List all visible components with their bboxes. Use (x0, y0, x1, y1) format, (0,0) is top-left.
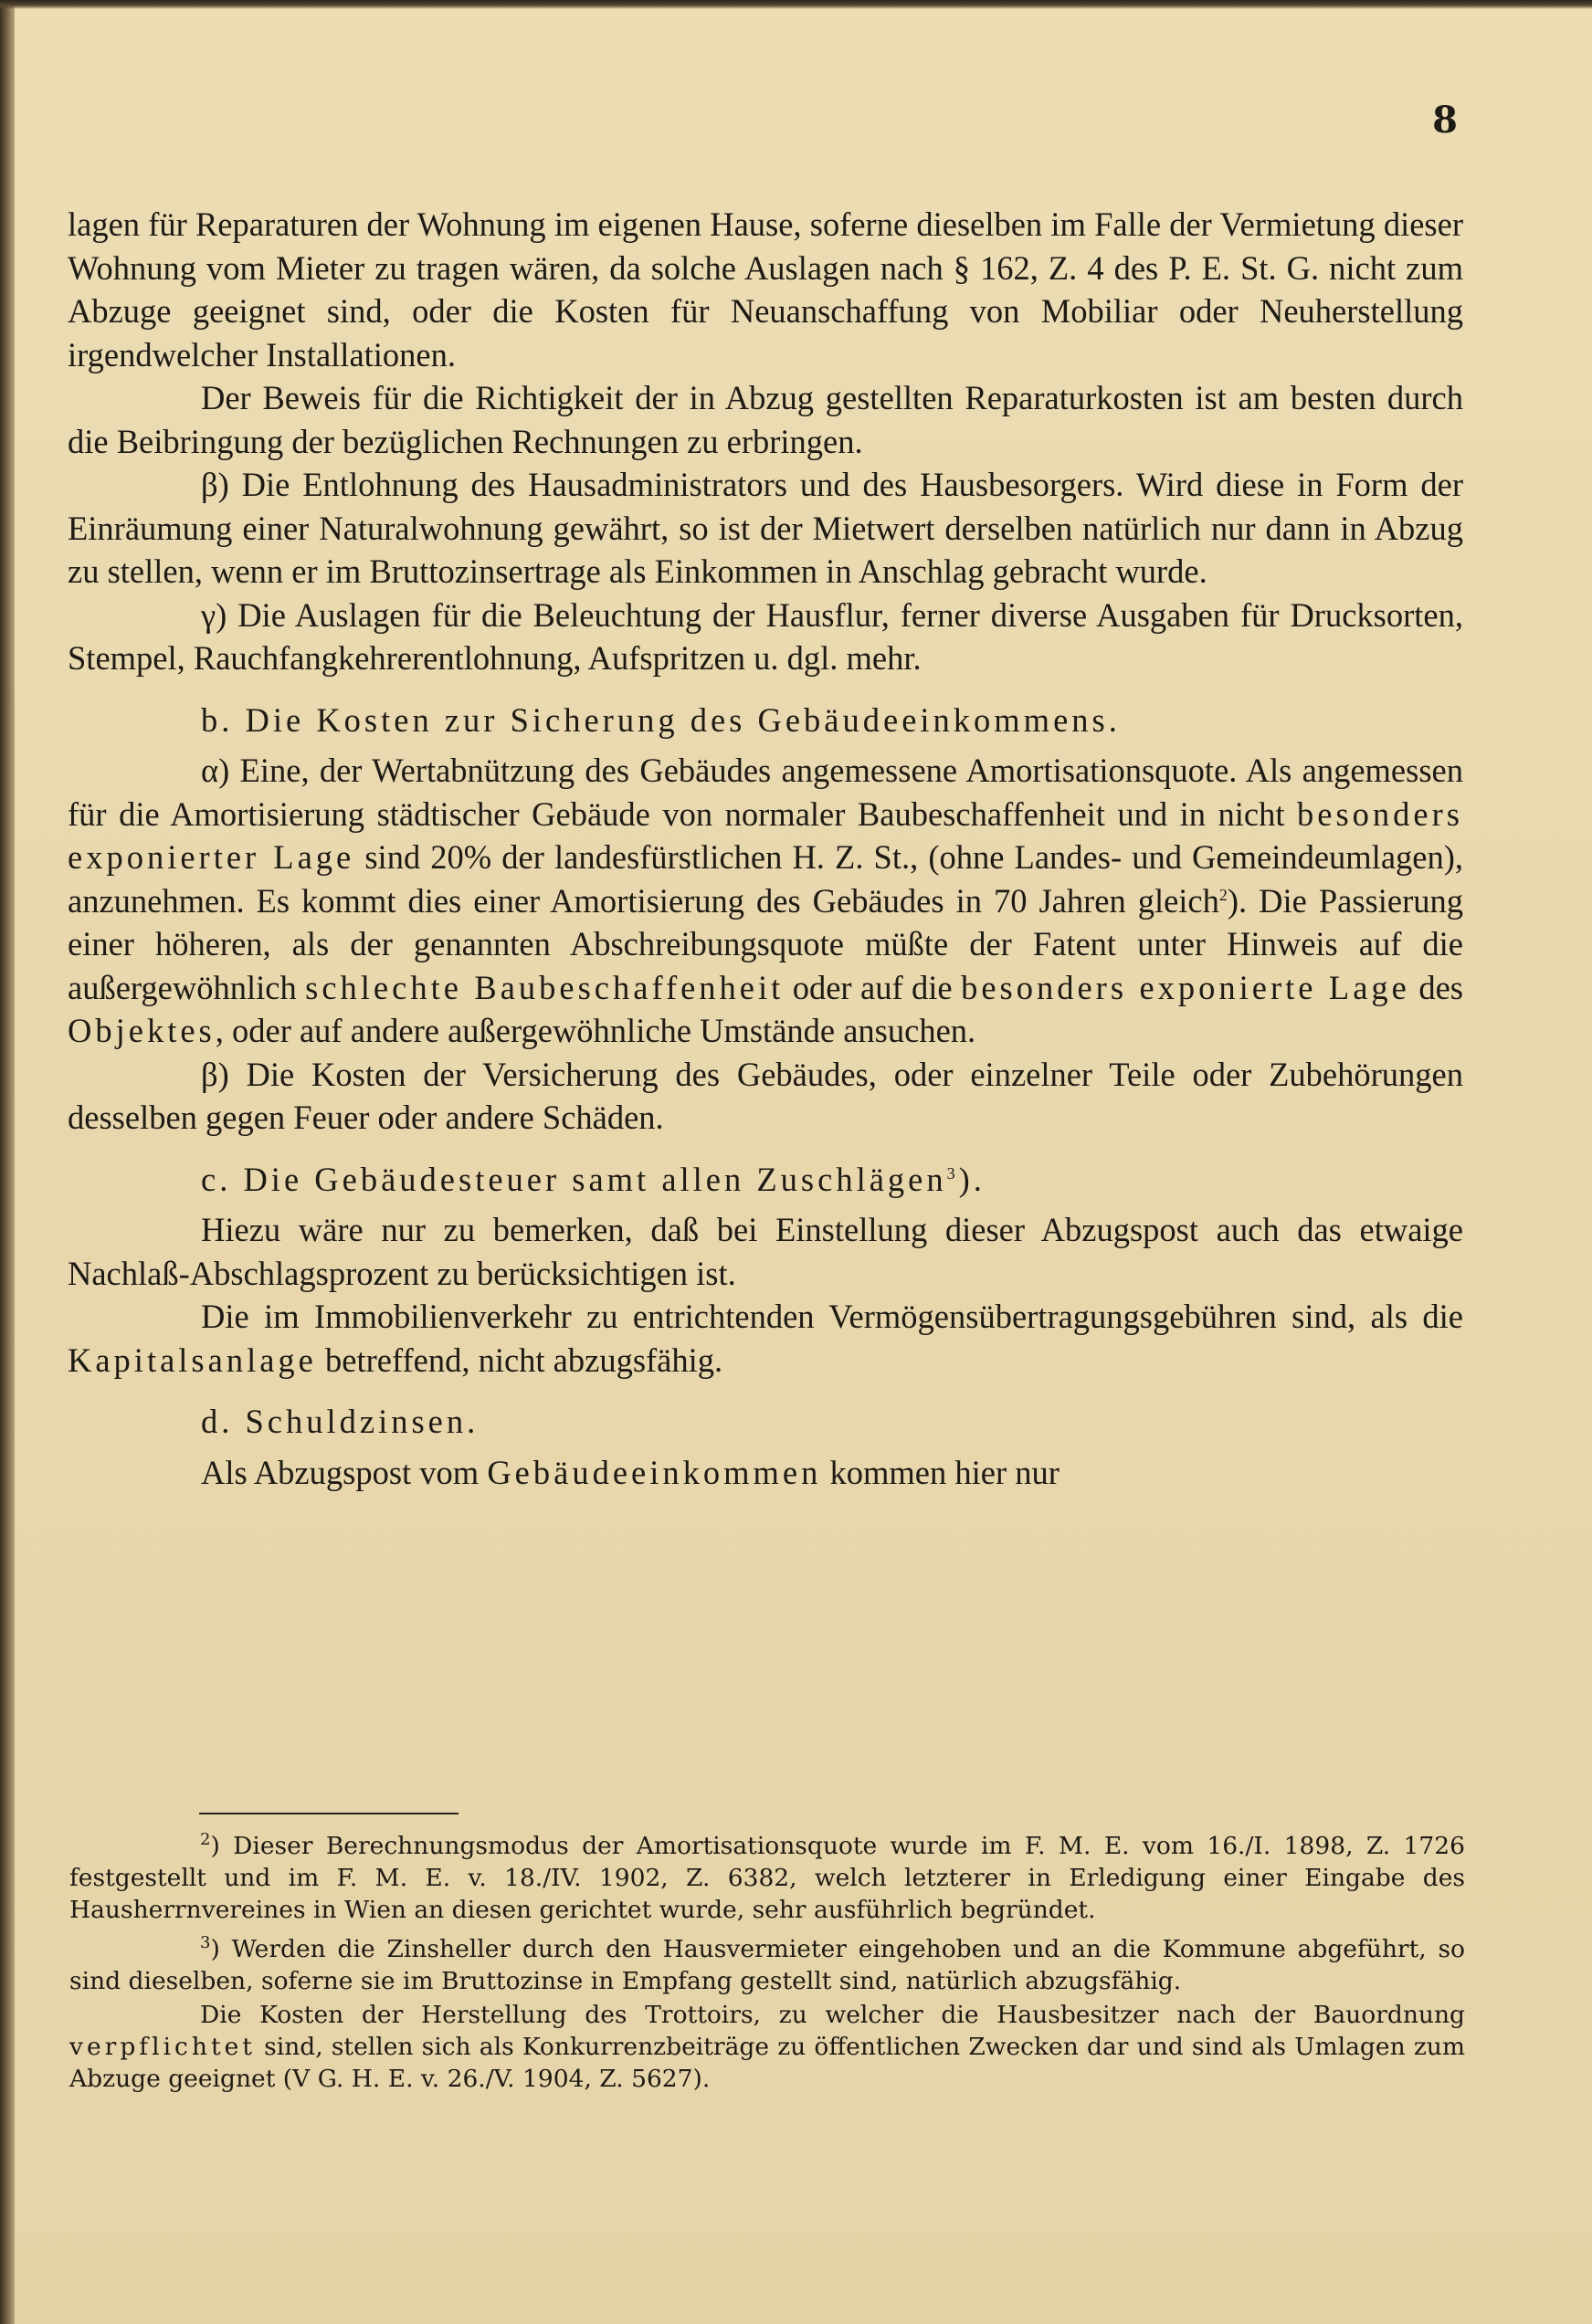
heading-c-text: c. Die Gebäudesteuer samt allen Zuschlägen (201, 1160, 947, 1198)
footnote-text: ) Werden die Zinsheller durch den Hausvermieter eingehoben und an die Kommune abgeführt, so sind dieselben, soferne sie im Bruttozinse in Empfang gestellt sind, natürlich abzugsfähig. (69, 1935, 1465, 1995)
paragraph-proof: Der Beweis für die Richtigkeit der in Abzug gestellten Reparaturkosten ist am besten durch die Beibringung der bezüglichen Rechnungen zu erbringen. (68, 379, 1463, 460)
text-run: sind 20% der landesfürstlichen H. Z. St., (ohne Landes- und Gemeindeumlagen), anzunehmen. Es kommt dies einer Amortisierung des Gebäudes in 70 Jahren gleich (68, 838, 1464, 920)
text-run: Die im Immobilienverkehr zu entrichtenden Vermögensübertragungsgebühren sind, als die (201, 1298, 1463, 1335)
footnote-mark: 2 (200, 1830, 211, 1850)
page-top-edge (0, 0, 1592, 9)
footnote-3-continuation (69, 1999, 1465, 2095)
page-binding-shadow (0, 0, 15, 2324)
spaced-emphasis: Objektes (68, 1012, 216, 1049)
text-run: betreffend, nicht abzugsfähig. (316, 1341, 723, 1379)
paragraph-alpha-amortization (68, 749, 1463, 1053)
text-run: oder auf die (784, 968, 962, 1006)
spaced-emphasis: Kapitalsanlage (68, 1341, 317, 1379)
text-run: α) Eine, der Wertabnützung des Gebäudes angemessene Amortisationsquote. Als angemessen für die Amortisierung städtischer Gebäude von normaler Baubeschaffenheit und in nicht (68, 752, 1463, 833)
footnote-mark: 3 (200, 1933, 211, 1953)
footnote-divider (199, 1813, 459, 1814)
page-number: 8 (1432, 99, 1458, 142)
footnote-2 (69, 1830, 1465, 1926)
footnote-3 (69, 1933, 1465, 1997)
footnote-text: ) Dieser Berechnungsmodus der Amortisationsquote wurde im F. M. E. vom 16./I. 1898, Z. 1726 festgestellt und im F. M. E. v. 18./IV. 1902, Z. 6382, welch letzterer in Erledigung einer Eingabe des Hausherrnvereines in Wien an diesen gerichtet wurde, sehr ausführlich begründet. (69, 1832, 1465, 1924)
paragraph-gamma-expenses: γ) Die Auslagen für die Beleuchtung der Hausflur, ferner diverse Ausgaben für Drucksorten, Stempel, Rauchfangkehrerentlohnung, Aufspritzen u. dgl. mehr. (68, 595, 1463, 677)
spaced-emphasis: Gebäudeeinkommen (487, 1453, 822, 1491)
heading-c (68, 1158, 1463, 1202)
footnote-ref-3: 3 (946, 1163, 959, 1183)
paragraph-remark: Hiezu wäre nur zu bemerken, daß bei Einstellung dieser Abzugspost auch das etwaige Nachlaß-Abschlagsprozent zu berücksichtigen ist. (68, 1211, 1463, 1292)
text-run: Als Abzugspost vom (201, 1453, 488, 1491)
heading-b: b. Die Kosten zur Sicherung des Gebäudeeinkommens. (201, 700, 1121, 739)
text-run: Die Kosten der Herstellung des Trottoirs, zu welcher die Hausbesitzer nach der Bauordnung (200, 2001, 1465, 2029)
paragraph-deduction (68, 1451, 1463, 1495)
spaced-emphasis: besonders exponierter Lage (68, 794, 1463, 876)
paragraph-transfer-fees (68, 1295, 1463, 1382)
text-run: kommen hier nur (821, 1453, 1060, 1491)
paragraph-beta-administrator: β) Die Entlohnung des Hausadministrators und des Hausbesorgers. Wird diese in Form der Einräumung einer Naturalwohnung gewährt, so ist der Mietwert derselben natürlich nur dann in Abzug zu stellen, wenn er im Bruttozinsertrage als Einkommen in Anschlag gebracht wurde. (68, 466, 1463, 590)
text-run: ). Die Passierung einer höheren, als der genannten Abschreibungsquote müßte der Fatent unter Hinweis auf die außergewöhnlich (68, 881, 1464, 1006)
spaced-emphasis: besonders exponierte Lage (961, 968, 1410, 1006)
spaced-emphasis: verpflichtet (69, 2033, 256, 2061)
text-run: des (1409, 968, 1463, 1006)
footnotes (69, 1830, 1465, 2102)
paragraph-repair-costs: lagen für Reparaturen der Wohnung im eigenen Hause, soferne dieselben im Falle der Vermietung dieser Wohnung vom Mieter zu tragen wären, da solche Auslagen nach § 162, Z. 4 des P. E. St. G. nicht zum Abzuge geeignet sind, oder die Kosten für Neuanschaffung von Mobiliar oder Neuherstellung irgendwelcher Installationen. (68, 205, 1463, 373)
text-run: , oder auf andere außergewöhnliche Umstände ansuchen. (215, 1012, 976, 1049)
text-run: sind, stellen sich als Konkurrenzbeiträge zu öffentlichen Zwecken dar und sind als Umlagen zum Abzuge geeignet (V G. H. E. v. 26./V. 1904, Z. 5627). (69, 2033, 1465, 2093)
main-text (68, 203, 1463, 1494)
footnote-ref-2: 2 (1218, 885, 1228, 904)
heading-d: d. Schuldzinsen. (201, 1403, 480, 1440)
paragraph-beta-insurance: β) Die Kosten der Versicherung des Gebäudes, oder einzelner Teile oder Zubehörungen desselben gegen Feuer oder andere Schäden. (68, 1055, 1463, 1136)
heading-c-end: ). (958, 1160, 986, 1198)
spaced-emphasis: schlechte Baubeschaffenheit (305, 968, 785, 1006)
